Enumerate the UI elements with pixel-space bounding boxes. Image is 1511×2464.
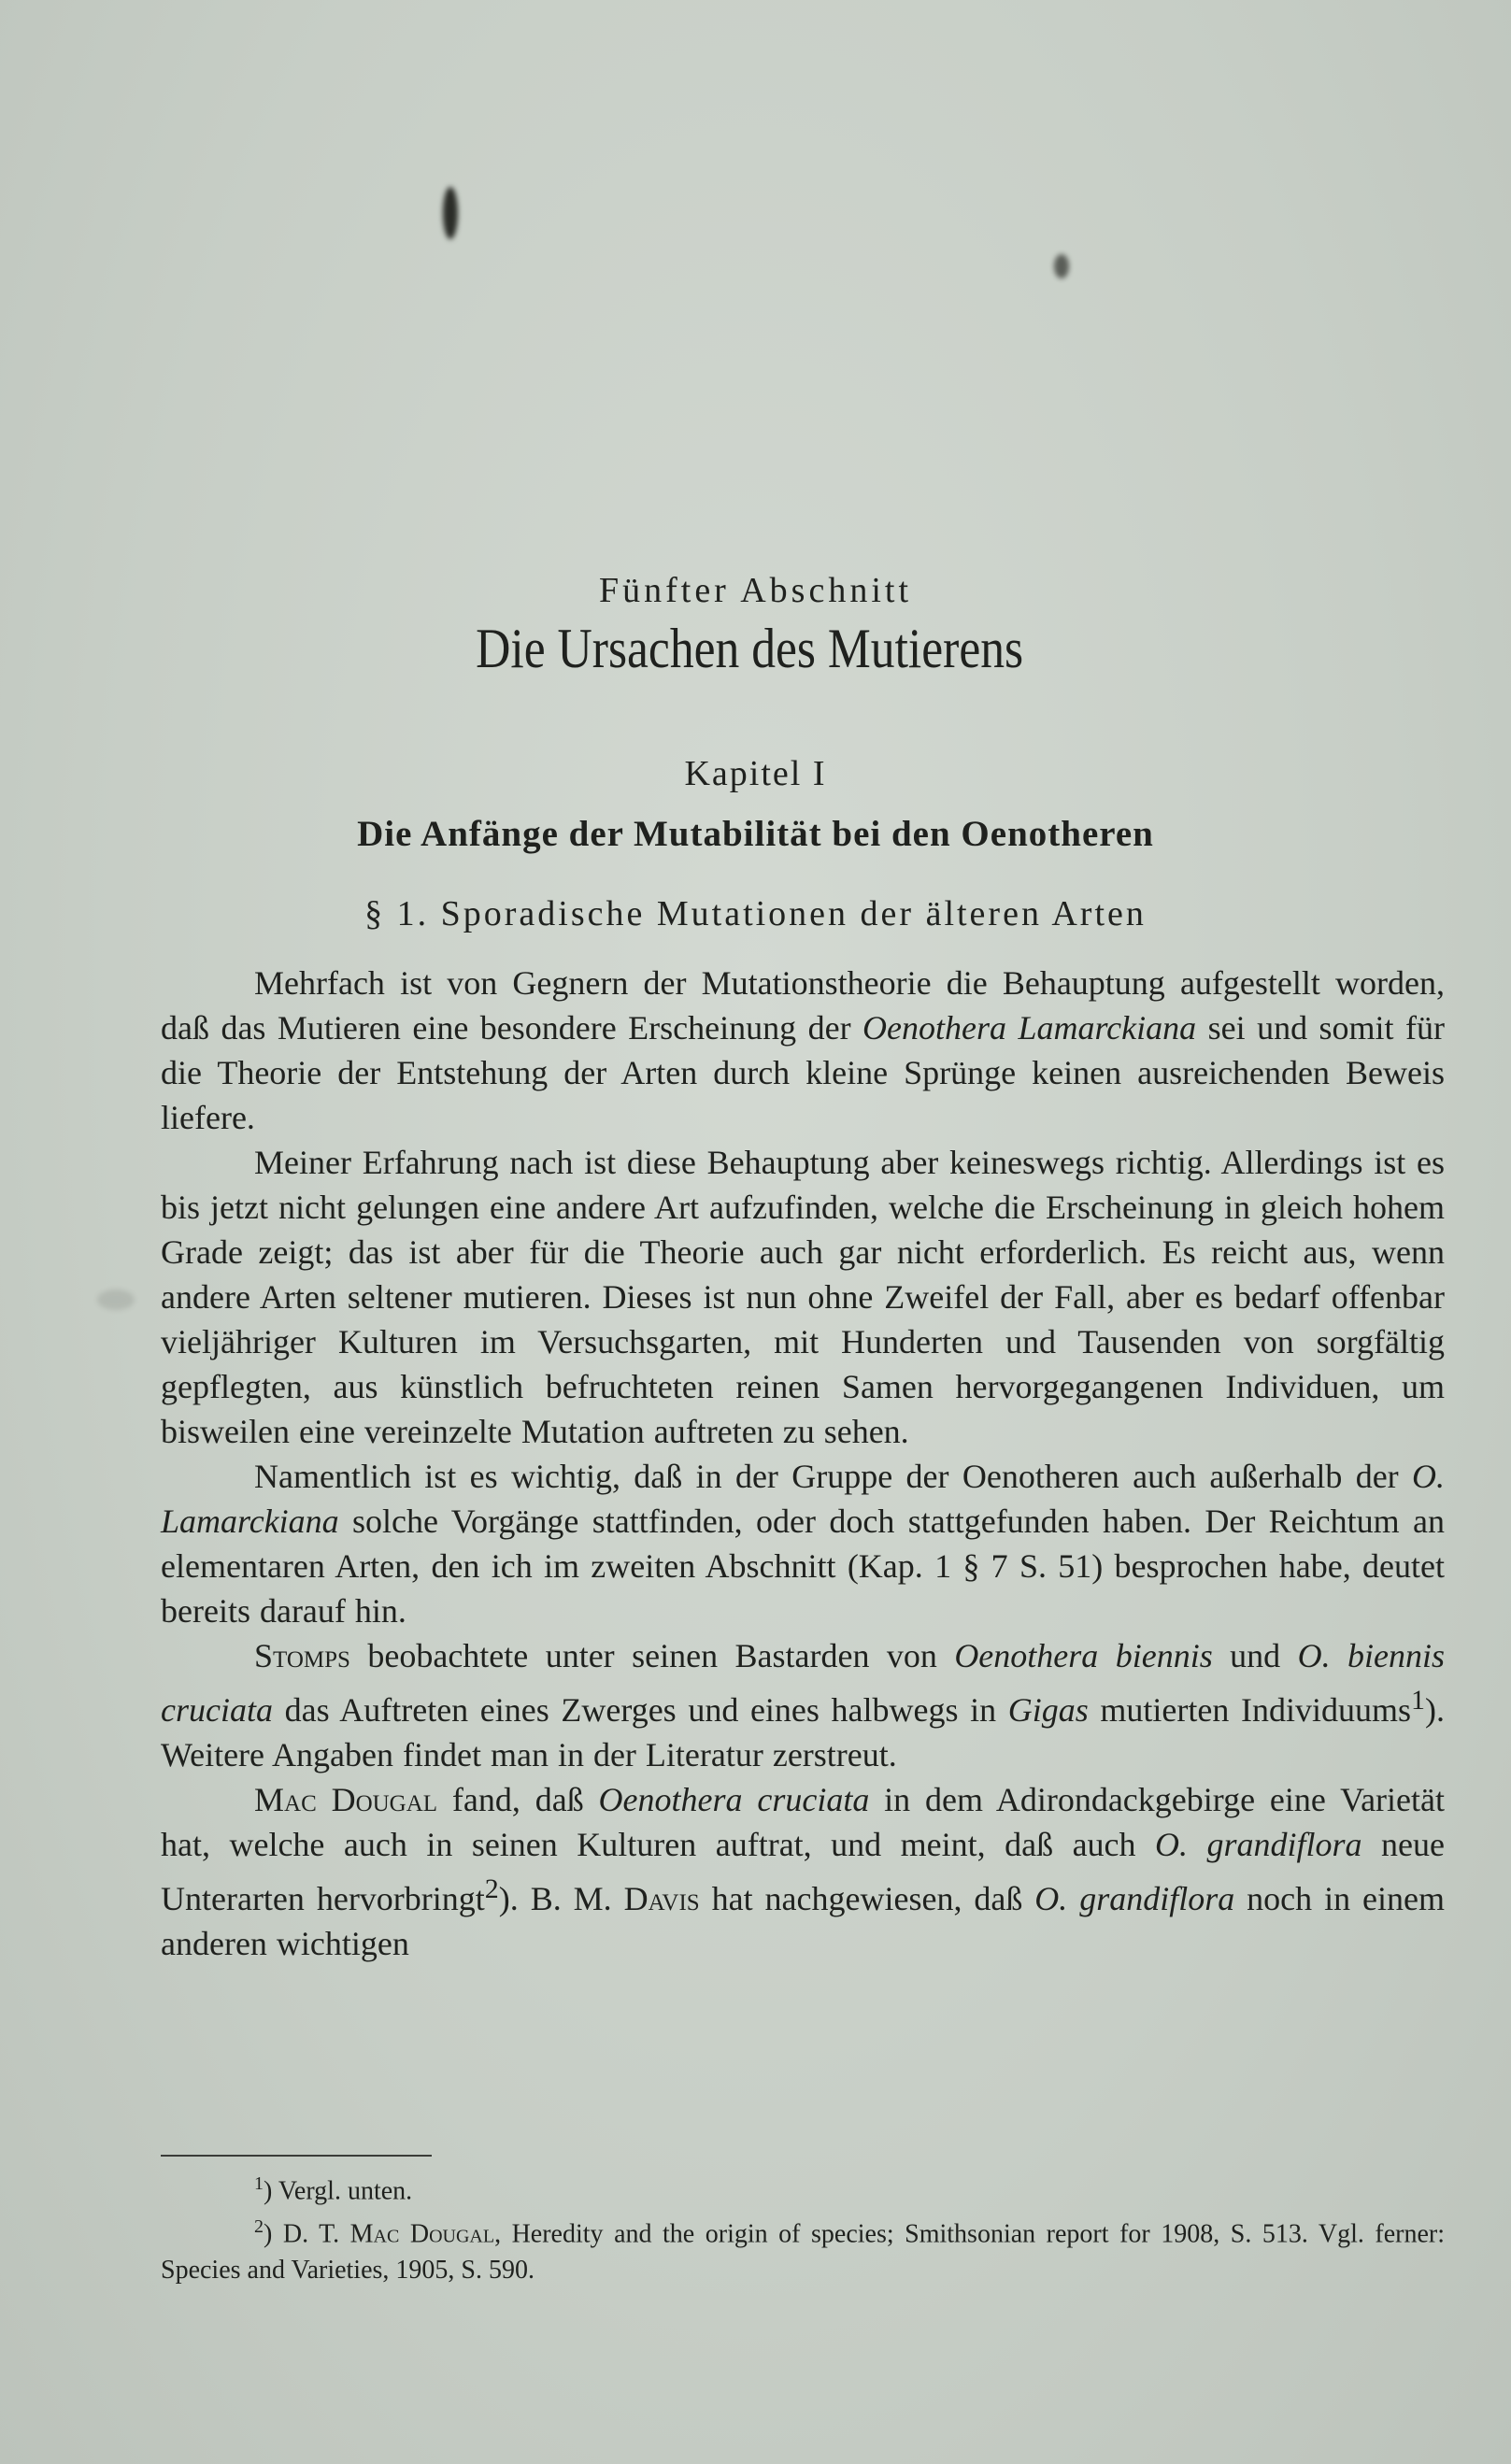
footnote-text: ) Vergl. unten. xyxy=(264,2176,413,2206)
text-run: mutierten Individuums xyxy=(1088,1691,1411,1729)
species-name: Gigas xyxy=(1007,1691,1089,1729)
footnote-ref: 1 xyxy=(1411,1685,1425,1716)
paragraph-3 xyxy=(161,1454,1445,1633)
text-run: Namentlich ist es wichtig, daß in der Gruppe der Oenotheren auch außerhalb der xyxy=(254,1458,1412,1495)
text-run: ). Weitere Angaben findet man in der Literatur zerstreut. xyxy=(161,1691,1445,1773)
species-name: O. Lamarckiana xyxy=(161,1458,1445,1540)
paragraph-1 xyxy=(161,961,1445,1140)
species-name: Oenothera biennis xyxy=(954,1637,1213,1674)
text-run: in dem Adirondackgebirge eine Varietät hat, welche auch in seinen Kulturen auftrat, und meint, daß auch xyxy=(161,1781,1446,1863)
footnotes xyxy=(161,2166,1445,2288)
text-run: sei und somit für die Theorie der Entstehung der Arten durch kleine Sprünge keinen ausreichenden Beweis liefere. xyxy=(161,1009,1446,1136)
species-name: Oenothera cruciata xyxy=(598,1781,870,1818)
footnote-2 xyxy=(161,2209,1445,2287)
smudge xyxy=(97,1289,135,1310)
main-title: Die Ursachen des Mutierens xyxy=(476,618,1024,679)
text-run: und xyxy=(1212,1637,1298,1674)
text-run: neue Unterarten hervorbringt xyxy=(161,1826,1445,1917)
section-label: Fünfter Abschnitt xyxy=(598,571,913,610)
chapter-title: Die Anfänge der Mutabilität bei den Oenotheren xyxy=(357,814,1154,854)
species-name: O. biennis cruciata xyxy=(161,1637,1445,1729)
author-name: Mac Dougal xyxy=(254,1781,438,1818)
text-run: Mehrfach ist von Gegnern der Mutationstheorie die Behauptung aufgestellt worden, daß das Mutieren eine besondere Erscheinung der xyxy=(161,964,1445,1047)
text-run: beobachtete unter seinen Bastarden von xyxy=(349,1637,955,1674)
text-run: hat nachgewiesen, daß xyxy=(699,1880,1035,1917)
paragraph-5 xyxy=(161,1777,1445,1966)
species-name: O. grandiflora xyxy=(1155,1826,1362,1863)
footnote-1 xyxy=(161,2166,1445,2209)
paragraph-heading: § 1. Sporadische Mutationen der älteren Arten xyxy=(364,894,1147,933)
paragraph-2: Meiner Erfahrung nach ist diese Behauptung aber keineswegs richtig. Allerdings ist es bis jetzt nicht gelungen eine andere Art aufzufinden, welche die Erscheinung in gleich hohem Grade zeigt; das ist aber für die Theorie auch gar nicht erforderlich. Es reicht aus, wenn andere Arten seltener mutieren. Dieses ist nun ohne Zweifel der Fall, aber es bedarf offenbar vieljähriger Kulturen im Versuchsgarten, mit Hunderten und Tausenden von sorgfältig gepflegten, aus künstlich befruchteten reinen Samen hervorgegangenen Individuen, um bisweilen eine vereinzelte Mutation auftreten zu sehen. xyxy=(161,1144,1445,1450)
text-run: fand, daß xyxy=(437,1781,599,1818)
footnote-divider xyxy=(161,2155,432,2157)
footnote-number: 2 xyxy=(254,2216,264,2238)
paragraph-4 xyxy=(161,1633,1445,1777)
text-run: das Auftreten eines Zwerges und eines halbwegs in xyxy=(272,1691,1008,1729)
species-name: Oenothera Lamarckiana xyxy=(862,1009,1197,1047)
author-name: Mac Dougal xyxy=(349,2219,495,2249)
text-run: ). B. M. xyxy=(498,1880,624,1917)
footnote-text: , Heredity and the origin of species; Smithsonian report for 1908, S. 513. Vgl. ferner: Species and Varieties, 1905, S. 590. xyxy=(161,2219,1445,2285)
text-run: noch in einem anderen wichtigen xyxy=(161,1880,1445,1962)
species-name: O. grandiflora xyxy=(1034,1880,1235,1917)
author-name: Stomps xyxy=(254,1637,350,1674)
footnote-number: 1 xyxy=(254,2173,264,2194)
author-name: Davis xyxy=(623,1880,700,1917)
text-run: solche Vorgänge stattfinden, oder doch stattgefunden haben. Der Reichtum an elementaren Arten, den ich im zweiten Abschnitt (Kap. 1 § 7 S. 51) besprochen habe, deutet bereits darauf hin. xyxy=(161,1503,1445,1630)
ink-spot xyxy=(1054,254,1069,278)
footnote-ref: 2 xyxy=(484,1873,499,1904)
chapter-label: Kapitel I xyxy=(684,754,827,793)
ink-spot xyxy=(443,187,458,239)
footnote-text: ) D. T. xyxy=(264,2219,350,2249)
body-text xyxy=(161,961,1445,1966)
